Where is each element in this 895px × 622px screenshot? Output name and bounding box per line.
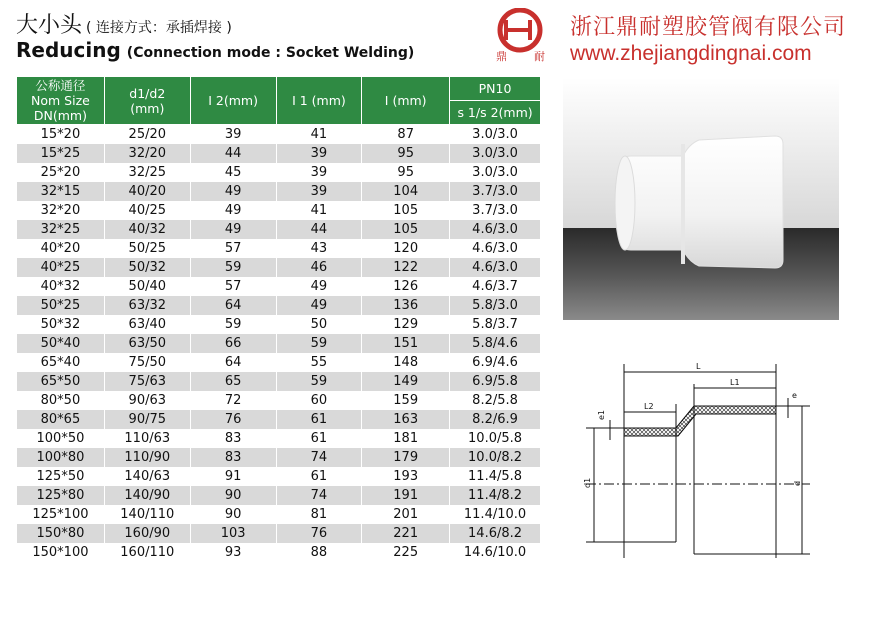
cell-s: 11.4/5.8	[450, 467, 541, 486]
cell-nom-size: 32*15	[17, 182, 105, 201]
cell-s: 11.4/8.2	[450, 486, 541, 505]
cell-l1: 43	[276, 239, 362, 258]
table-row	[17, 505, 541, 524]
cell-d1d2: 63/32	[104, 296, 190, 315]
cell-s: 8.2/6.9	[450, 410, 541, 429]
cell-d1d2: 63/50	[104, 334, 190, 353]
cell-l1: 88	[276, 543, 362, 562]
cell-nom-size: 125*80	[17, 486, 105, 505]
cell-d1d2: 160/90	[104, 524, 190, 543]
cell-d1d2: 50/32	[104, 258, 190, 277]
cell-l: 181	[362, 429, 450, 448]
cell-l: 151	[362, 334, 450, 353]
cell-s: 4.6/3.0	[450, 220, 541, 239]
table-row	[17, 315, 541, 334]
cell-nom-size: 32*20	[17, 201, 105, 220]
cell-nom-size: 65*50	[17, 372, 105, 391]
dim-label-L1: L1	[730, 378, 740, 387]
cell-s: 6.9/4.6	[450, 353, 541, 372]
cell-l2: 49	[190, 182, 276, 201]
cell-l: 149	[362, 372, 450, 391]
cell-l1: 61	[276, 429, 362, 448]
cell-d1d2: 160/110	[104, 543, 190, 562]
logo-char-right: 耐	[534, 50, 545, 63]
cell-s: 8.2/5.8	[450, 391, 541, 410]
table-row	[17, 277, 541, 296]
cell-l: 105	[362, 201, 450, 220]
cell-l1: 39	[276, 144, 362, 163]
cell-l2: 83	[190, 448, 276, 467]
table-row	[17, 144, 541, 163]
cell-nom-size: 32*25	[17, 220, 105, 239]
cell-d1d2: 32/25	[104, 163, 190, 182]
cell-l1: 39	[276, 163, 362, 182]
spec-table-body	[17, 125, 541, 563]
cell-l1: 41	[276, 201, 362, 220]
cell-l2: 59	[190, 315, 276, 334]
header-nom-cn: 公称通径	[35, 78, 86, 93]
cell-d1d2: 25/20	[104, 125, 190, 145]
cell-s: 5.8/3.7	[450, 315, 541, 334]
header-s: s 1/s 2(mm)	[450, 101, 541, 125]
title-en-text: Reducing	[16, 38, 121, 62]
cell-nom-size: 40*32	[17, 277, 105, 296]
cell-d1d2: 90/75	[104, 410, 190, 429]
cell-nom-size: 40*20	[17, 239, 105, 258]
table-row	[17, 163, 541, 182]
cell-nom-size: 150*100	[17, 543, 105, 562]
table-row	[17, 467, 541, 486]
company-name: 浙江鼎耐塑胶管阀有限公司	[570, 15, 847, 40]
cell-l1: 49	[276, 277, 362, 296]
cell-l1: 41	[276, 125, 362, 145]
dim-label-e1: e1	[597, 409, 606, 420]
header-l1: I 1 (mm)	[276, 77, 362, 125]
cell-d1d2: 75/63	[104, 372, 190, 391]
table-row	[17, 334, 541, 353]
cell-l2: 59	[190, 258, 276, 277]
cell-d1d2: 90/63	[104, 391, 190, 410]
table-row	[17, 353, 541, 372]
cell-nom-size: 100*80	[17, 448, 105, 467]
cell-s: 5.8/3.0	[450, 296, 541, 315]
cell-d1d2: 140/63	[104, 467, 190, 486]
cell-nom-size: 65*40	[17, 353, 105, 372]
cell-s: 14.6/8.2	[450, 524, 541, 543]
table-row	[17, 410, 541, 429]
table-row	[17, 543, 541, 562]
cell-l1: 81	[276, 505, 362, 524]
cell-l: 87	[362, 125, 450, 145]
cell-l1: 39	[276, 182, 362, 201]
cell-l1: 76	[276, 524, 362, 543]
table-row	[17, 524, 541, 543]
page-title-en	[16, 38, 414, 62]
header-nom-en: Nom Size	[31, 93, 90, 108]
cell-l: 225	[362, 543, 450, 562]
table-row	[17, 239, 541, 258]
cell-l1: 74	[276, 486, 362, 505]
page-title-cn	[16, 8, 232, 39]
cell-d1d2: 40/20	[104, 182, 190, 201]
header-d1d2-unit: (mm)	[130, 100, 165, 116]
cell-l1: 44	[276, 220, 362, 239]
cell-l: 104	[362, 182, 450, 201]
company-url: www.zhejiangdingnai.com	[570, 42, 812, 65]
cell-s: 4.6/3.0	[450, 239, 541, 258]
cell-l: 221	[362, 524, 450, 543]
cell-l2: 103	[190, 524, 276, 543]
cell-l2: 93	[190, 543, 276, 562]
table-row	[17, 296, 541, 315]
cell-s: 3.0/3.0	[450, 163, 541, 182]
table-row	[17, 391, 541, 410]
cell-l2: 90	[190, 505, 276, 524]
cell-nom-size: 125*100	[17, 505, 105, 524]
cell-d1d2: 140/90	[104, 486, 190, 505]
cell-s: 3.7/3.0	[450, 182, 541, 201]
header-l: I (mm)	[362, 77, 450, 125]
cell-l2: 76	[190, 410, 276, 429]
cell-l: 129	[362, 315, 450, 334]
cell-l1: 74	[276, 448, 362, 467]
cell-l2: 49	[190, 201, 276, 220]
header-nom-size	[17, 77, 105, 125]
cell-l: 179	[362, 448, 450, 467]
cell-l1: 61	[276, 467, 362, 486]
cell-l2: 64	[190, 296, 276, 315]
cell-s: 5.8/4.6	[450, 334, 541, 353]
cell-l1: 61	[276, 410, 362, 429]
cell-l1: 49	[276, 296, 362, 315]
cell-l: 126	[362, 277, 450, 296]
cell-l2: 65	[190, 372, 276, 391]
table-row	[17, 448, 541, 467]
cell-d1d2: 110/90	[104, 448, 190, 467]
cell-l: 95	[362, 163, 450, 182]
cell-nom-size: 80*65	[17, 410, 105, 429]
cell-nom-size: 40*25	[17, 258, 105, 277]
cell-s: 3.0/3.0	[450, 125, 541, 145]
cell-l1: 50	[276, 315, 362, 334]
cell-l2: 39	[190, 125, 276, 145]
cell-nom-size: 100*50	[17, 429, 105, 448]
subtitle-cn-text: ( 连接方式：承插焊接 )	[86, 20, 232, 36]
header-pn: PN10	[450, 77, 541, 101]
cell-l: 201	[362, 505, 450, 524]
cell-l2: 72	[190, 391, 276, 410]
cell-s: 3.7/3.0	[450, 201, 541, 220]
cell-nom-size: 50*25	[17, 296, 105, 315]
reducer-drawing	[580, 358, 816, 564]
cell-l1: 46	[276, 258, 362, 277]
cell-l2: 44	[190, 144, 276, 163]
cell-nom-size: 15*20	[17, 125, 105, 145]
cell-l2: 57	[190, 277, 276, 296]
cell-l2: 91	[190, 467, 276, 486]
cell-d1d2: 50/25	[104, 239, 190, 258]
header-d1d2	[104, 77, 190, 125]
table-row	[17, 486, 541, 505]
dim-label-d: d	[793, 480, 802, 486]
cell-s: 6.9/5.8	[450, 372, 541, 391]
logo-char-left: 鼎	[496, 50, 507, 63]
cell-l1: 55	[276, 353, 362, 372]
cell-d1d2: 50/40	[104, 277, 190, 296]
cell-l: 95	[362, 144, 450, 163]
cell-nom-size: 125*50	[17, 467, 105, 486]
cell-s: 11.4/10.0	[450, 505, 541, 524]
dim-label-L: L	[696, 362, 701, 371]
cell-d1d2: 75/50	[104, 353, 190, 372]
cell-s: 10.0/5.8	[450, 429, 541, 448]
dim-label-e: e	[792, 391, 797, 400]
cell-l: 148	[362, 353, 450, 372]
cell-l: 163	[362, 410, 450, 429]
table-row	[17, 258, 541, 277]
table-row	[17, 372, 541, 391]
cell-l1: 59	[276, 334, 362, 353]
product-photo	[563, 78, 839, 320]
cell-nom-size: 15*25	[17, 144, 105, 163]
table-row	[17, 201, 541, 220]
cell-l: 136	[362, 296, 450, 315]
table-row	[17, 182, 541, 201]
cell-s: 10.0/8.2	[450, 448, 541, 467]
cell-nom-size: 50*40	[17, 334, 105, 353]
cell-l2: 66	[190, 334, 276, 353]
cell-l1: 60	[276, 391, 362, 410]
cell-l: 120	[362, 239, 450, 258]
spec-table	[16, 76, 541, 562]
table-row	[17, 125, 541, 145]
cell-s: 4.6/3.7	[450, 277, 541, 296]
cell-l2: 57	[190, 239, 276, 258]
cell-d1d2: 40/32	[104, 220, 190, 239]
header-d1d2-label: d1/d2	[129, 85, 166, 101]
table-row	[17, 220, 541, 239]
cell-d1d2: 63/40	[104, 315, 190, 334]
cell-l: 159	[362, 391, 450, 410]
cell-l1: 59	[276, 372, 362, 391]
subtitle-en-text: (Connection mode : Socket Welding)	[126, 45, 415, 61]
cell-nom-size: 150*80	[17, 524, 105, 543]
cell-l2: 45	[190, 163, 276, 182]
cell-s: 4.6/3.0	[450, 258, 541, 277]
cell-l: 193	[362, 467, 450, 486]
table-row	[17, 429, 541, 448]
cell-l2: 83	[190, 429, 276, 448]
header-nom-dn: DN(mm)	[33, 108, 87, 123]
dim-label-L2: L2	[644, 402, 654, 411]
cell-l: 122	[362, 258, 450, 277]
cell-l2: 49	[190, 220, 276, 239]
header-l2: I 2(mm)	[190, 77, 276, 125]
cell-l: 191	[362, 486, 450, 505]
cell-d1d2: 32/20	[104, 144, 190, 163]
cell-s: 3.0/3.0	[450, 144, 541, 163]
cell-nom-size: 25*20	[17, 163, 105, 182]
title-cn-text: 大小头	[16, 13, 83, 38]
cell-l2: 64	[190, 353, 276, 372]
dim-label-d1: d1	[583, 477, 592, 488]
cell-nom-size: 50*32	[17, 315, 105, 334]
cell-s: 14.6/10.0	[450, 543, 541, 562]
cell-l2: 90	[190, 486, 276, 505]
cell-nom-size: 80*50	[17, 391, 105, 410]
cell-d1d2: 40/25	[104, 201, 190, 220]
cell-d1d2: 140/110	[104, 505, 190, 524]
cell-d1d2: 110/63	[104, 429, 190, 448]
cell-l: 105	[362, 220, 450, 239]
